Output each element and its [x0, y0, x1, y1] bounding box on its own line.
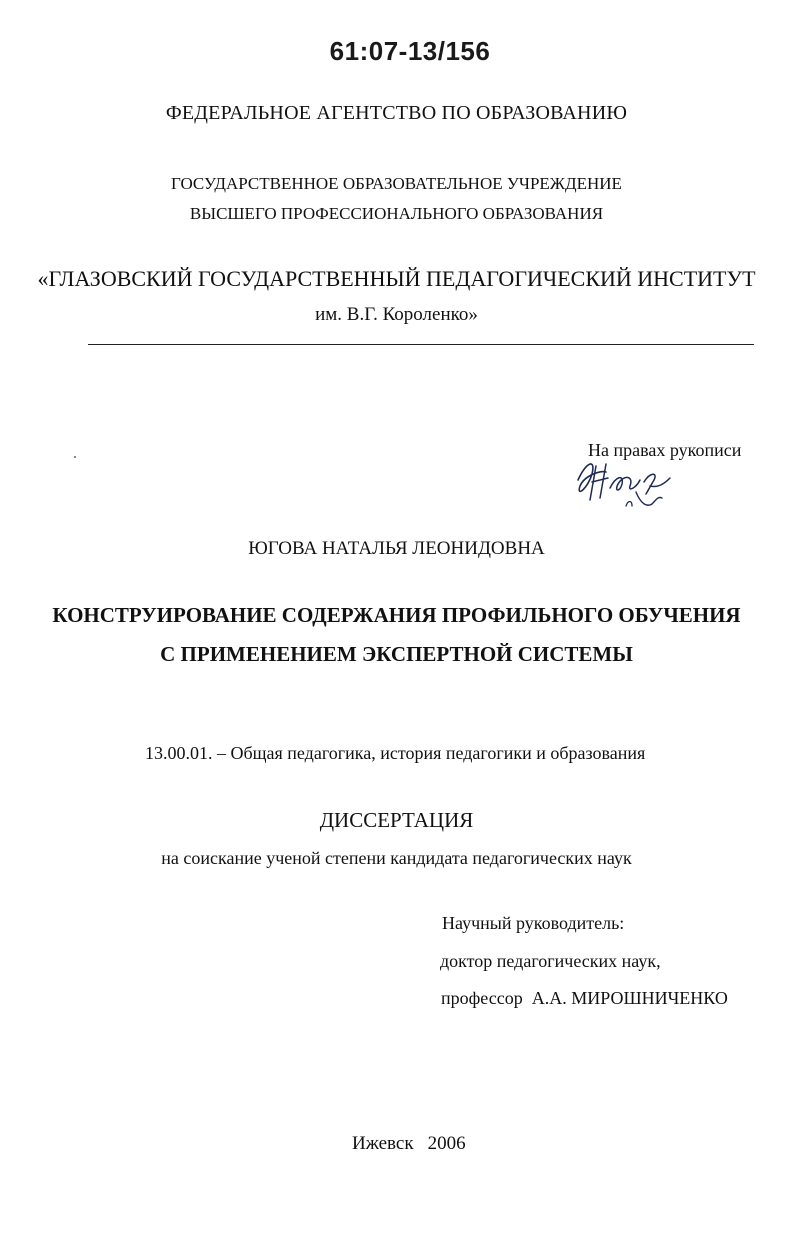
- year: 2006: [427, 1133, 466, 1154]
- author-name: ЮГОВА НАТАЛЬЯ ЛЕОНИДОВНА: [248, 538, 545, 559]
- institute-named-after: им. В.Г. Короленко»: [315, 304, 478, 325]
- dissertation-title-line-2: С ПРИМЕНЕНИЕМ ЭКСПЕРТНОЙ СИСТЕМЫ: [160, 642, 633, 666]
- scan-speck: [74, 456, 76, 458]
- supervisor-title-name: [441, 988, 728, 1009]
- manuscript-rights-note: На правах рукописи: [588, 440, 742, 460]
- supervisor-title: профессор: [441, 988, 523, 1008]
- degree-sought: на соискание ученой степени кандидата педагогических наук: [161, 848, 632, 868]
- dissertation-title-line-1: КОНСТРУИРОВАНИЕ СОДЕРЖАНИЯ ПРОФИЛЬНОГО ОБУЧЕНИЯ: [52, 603, 741, 627]
- supervisor-degree: доктор педагогических наук,: [440, 951, 661, 971]
- institution-line-2: ВЫСШЕГО ПРОФЕССИОНАЛЬНОГО ОБРАЗОВАНИЯ: [189, 204, 604, 223]
- city: Ижевск: [352, 1133, 414, 1154]
- specialty-code: 13.00.01. – Общая педагогика, история педагогики и образования: [145, 743, 646, 763]
- header-divider: [88, 344, 754, 345]
- institute-name: «ГЛАЗОВСКИЙ ГОСУДАРСТВЕННЫЙ ПЕДАГОГИЧЕСКИЙ ИНСТИТУТ: [37, 266, 756, 291]
- agency-heading: ФЕДЕРАЛЬНОЕ АГЕНТСТВО ПО ОБРАЗОВАНИЮ: [165, 102, 628, 124]
- supervisor-label: Научный руководитель:: [442, 913, 625, 933]
- archive-stamp-code: 61:07-13/156: [329, 36, 491, 66]
- document-type: ДИССЕРТАЦИЯ: [319, 808, 474, 832]
- institution-line-1: ГОСУДАРСТВЕННОЕ ОБРАЗОВАТЕЛЬНОЕ УЧРЕЖДЕНИЕ: [171, 174, 622, 193]
- place-and-year: [352, 1133, 466, 1155]
- handwritten-signature: [566, 448, 686, 518]
- supervisor-name: А.А. МИРОШНИЧЕНКО: [531, 988, 728, 1008]
